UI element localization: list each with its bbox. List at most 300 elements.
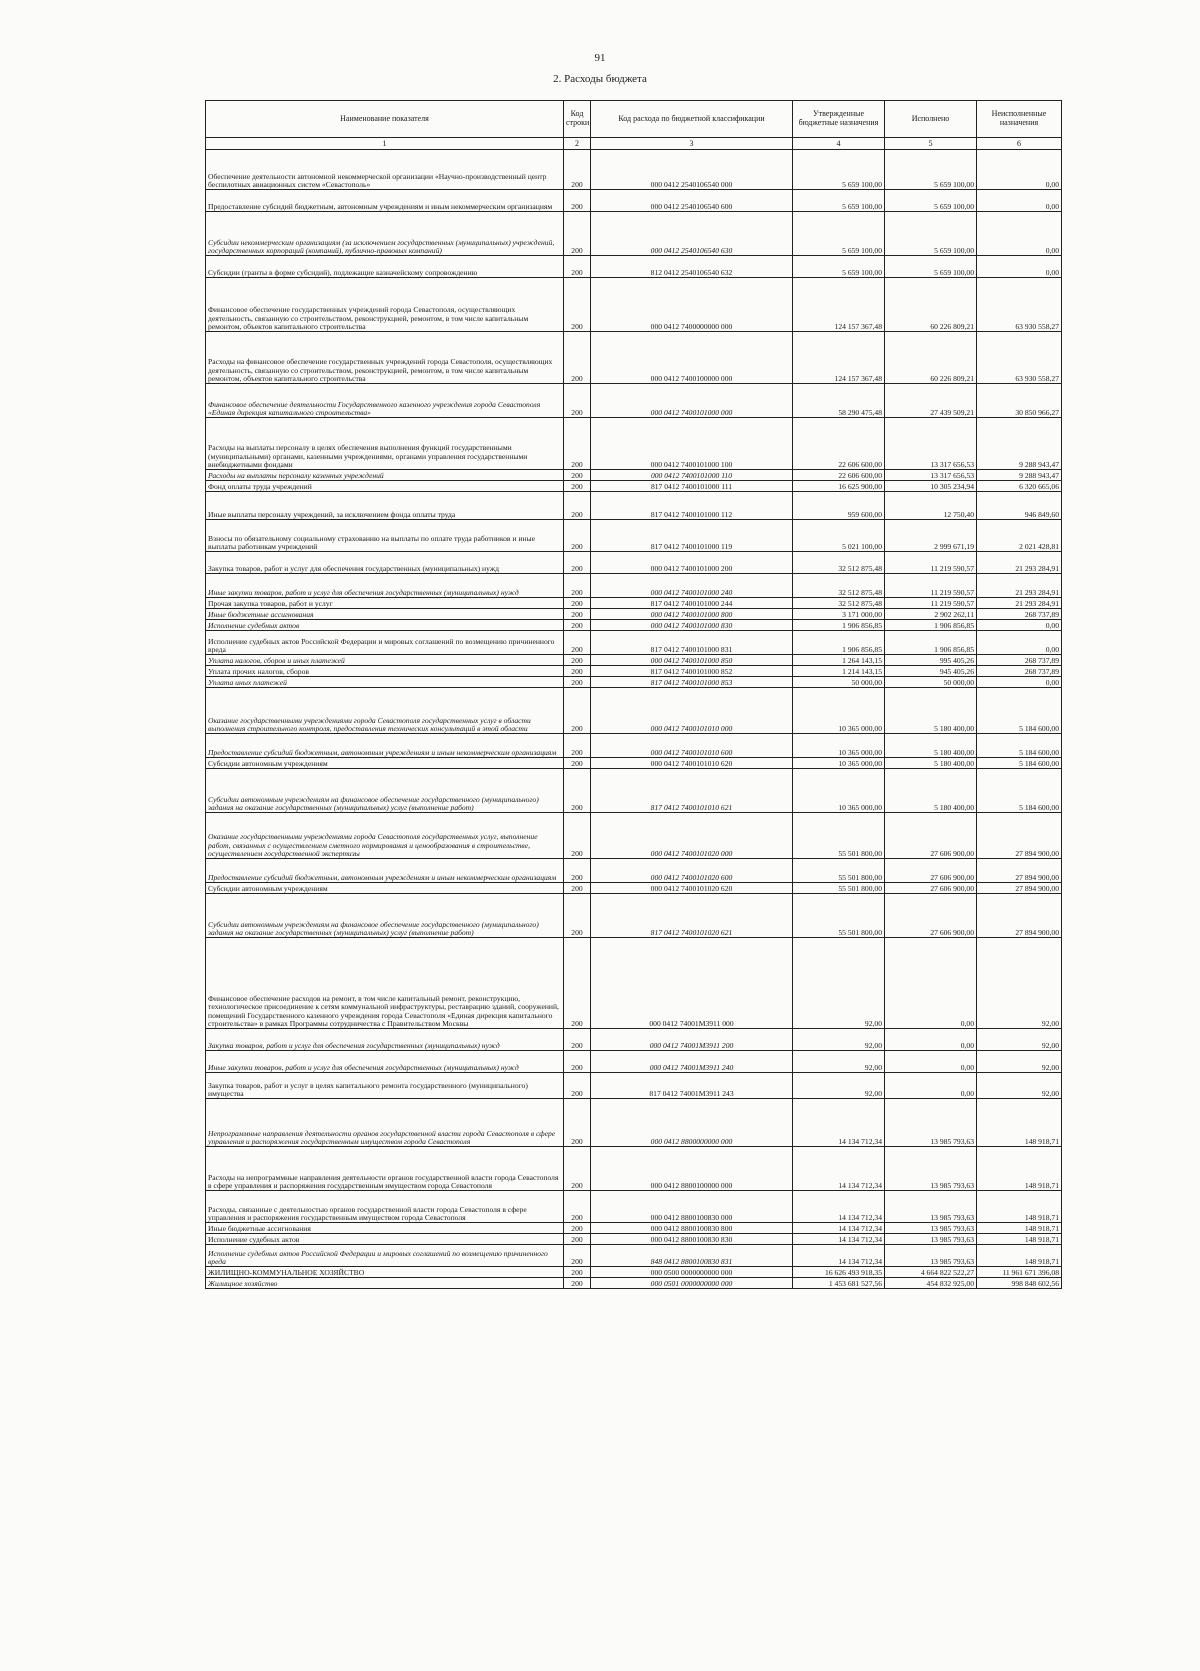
row-expense-code: 000 0412 2540106540 600 bbox=[591, 190, 793, 212]
table-row bbox=[206, 598, 1062, 609]
row-line-code: 200 bbox=[564, 813, 591, 859]
row-expense-code: 000 0412 2540106540 630 bbox=[591, 212, 793, 256]
row-executed: 13 985 793,63 bbox=[885, 1147, 977, 1191]
row-executed: 27 606 900,00 bbox=[885, 883, 977, 894]
row-unexecuted: 0,00 bbox=[977, 212, 1062, 256]
row-name: Финансовое обеспечение государственных учреждений города Севастополя, осуществляющих деятельность, связанную со строительством, реконструкцией, ремонтом, в том числе капитальным ремонтом, объектов капитального строительства bbox=[206, 278, 564, 332]
row-executed: 0,00 bbox=[885, 1029, 977, 1051]
row-unexecuted: 30 850 966,27 bbox=[977, 384, 1062, 418]
row-executed: 10 305 234,94 bbox=[885, 481, 977, 492]
row-name: Обеспечение деятельности автономной некоммерческой организации «Научно-производственный центр беспилотных авиационных систем «Севастополь» bbox=[206, 150, 564, 190]
row-line-code: 200 bbox=[564, 1278, 591, 1289]
row-line-code: 200 bbox=[564, 894, 591, 938]
row-expense-code: 000 0412 8800100000 000 bbox=[591, 1147, 793, 1191]
row-name: Оказание государственными учреждениями города Севастополя государственных услуг в области выполнения строительного контроля, предоставления технических консультаций в этой области bbox=[206, 688, 564, 734]
row-expense-code: 000 0412 7400101000 800 bbox=[591, 609, 793, 620]
row-expense-code: 000 0412 7400100000 000 bbox=[591, 332, 793, 384]
table-row bbox=[206, 1073, 1062, 1099]
row-line-code: 200 bbox=[564, 609, 591, 620]
page-title: 2. Расходы бюджета bbox=[553, 73, 647, 85]
row-approved: 14 134 712,34 bbox=[793, 1191, 885, 1223]
row-name: Субсидии автономным учреждениям на финансовое обеспечение государственного (муниципального) задания на оказание государственных (муниципальных) услуг (выполнение работ) bbox=[206, 769, 564, 813]
table-row bbox=[206, 859, 1062, 883]
row-approved: 92,00 bbox=[793, 1073, 885, 1099]
table-row bbox=[206, 1051, 1062, 1073]
row-executed: 11 219 590,57 bbox=[885, 598, 977, 609]
row-expense-code: 817 0412 7400101020 621 bbox=[591, 894, 793, 938]
row-executed: 50 000,00 bbox=[885, 677, 977, 688]
row-name: Прочая закупка товаров, работ и услуг bbox=[206, 598, 564, 609]
row-unexecuted: 27 894 900,00 bbox=[977, 894, 1062, 938]
row-name: Субсидии автономным учреждениям на финансовое обеспечение государственного (муниципального) задания на оказание государственных (муниципальных) услуг (выполнение работ) bbox=[206, 894, 564, 938]
budget-expenses-table bbox=[205, 100, 1062, 1289]
row-expense-code: 000 0412 7400101020 620 bbox=[591, 883, 793, 894]
row-executed: 454 832 925,00 bbox=[885, 1278, 977, 1289]
table-row bbox=[206, 256, 1062, 278]
table-row bbox=[206, 813, 1062, 859]
row-unexecuted: 2 021 428,81 bbox=[977, 520, 1062, 552]
row-executed: 5 180 400,00 bbox=[885, 758, 977, 769]
row-executed: 13 317 656,53 bbox=[885, 418, 977, 470]
row-line-code: 200 bbox=[564, 1267, 591, 1278]
row-executed: 5 180 400,00 bbox=[885, 734, 977, 758]
table-row bbox=[206, 418, 1062, 470]
row-executed: 995 405,26 bbox=[885, 655, 977, 666]
row-unexecuted: 27 894 900,00 bbox=[977, 813, 1062, 859]
row-executed: 5 659 100,00 bbox=[885, 190, 977, 212]
row-name: Предоставление субсидий бюджетным, автономным учреждениям и иным некоммерческим организациям bbox=[206, 734, 564, 758]
row-name: Субсидии автономным учреждениям bbox=[206, 758, 564, 769]
row-line-code: 200 bbox=[564, 883, 591, 894]
row-name: Субсидии (гранты в форме субсидий), подлежащие казначейскому сопровождению bbox=[206, 256, 564, 278]
row-unexecuted: 0,00 bbox=[977, 631, 1062, 655]
row-unexecuted: 0,00 bbox=[977, 677, 1062, 688]
row-unexecuted: 148 918,71 bbox=[977, 1245, 1062, 1267]
row-line-code: 200 bbox=[564, 150, 591, 190]
row-executed: 5 180 400,00 bbox=[885, 688, 977, 734]
table-row bbox=[206, 520, 1062, 552]
row-line-code: 200 bbox=[564, 256, 591, 278]
row-unexecuted: 5 184 600,00 bbox=[977, 734, 1062, 758]
row-line-code: 200 bbox=[564, 688, 591, 734]
row-executed: 60 226 809,21 bbox=[885, 278, 977, 332]
table-row bbox=[206, 620, 1062, 631]
row-approved: 22 606 600,00 bbox=[793, 418, 885, 470]
row-executed: 27 606 900,00 bbox=[885, 859, 977, 883]
table-row bbox=[206, 677, 1062, 688]
row-approved: 32 512 875,48 bbox=[793, 574, 885, 598]
row-expense-code: 817 0412 7400101010 621 bbox=[591, 769, 793, 813]
row-executed: 1 906 856,85 bbox=[885, 631, 977, 655]
row-executed: 13 985 793,63 bbox=[885, 1223, 977, 1234]
row-name: Расходы, связанные с деятельностью органов государственной власти города Севастополя в сфере управления и распоряжения государственным имуществом города Севастополя bbox=[206, 1191, 564, 1223]
row-unexecuted: 5 184 600,00 bbox=[977, 688, 1062, 734]
row-expense-code: 817 0412 7400101000 852 bbox=[591, 666, 793, 677]
row-approved: 10 365 000,00 bbox=[793, 769, 885, 813]
table-row bbox=[206, 212, 1062, 256]
row-name: Предоставление субсидий бюджетным, автономным учреждениям и иным некоммерческим организациям bbox=[206, 190, 564, 212]
row-expense-code: 000 0412 7400101000 240 bbox=[591, 574, 793, 598]
table-row bbox=[206, 470, 1062, 481]
row-line-code: 200 bbox=[564, 859, 591, 883]
row-unexecuted: 63 930 558,27 bbox=[977, 278, 1062, 332]
row-name: Оказание государственными учреждениями города Севастополя государственных услуг, выполнение работ, связанных с осуществлением сметного нормирования и ценообразования в строительстве, осуществлением государственной экспертизы bbox=[206, 813, 564, 859]
row-executed: 0,00 bbox=[885, 1073, 977, 1099]
table-row bbox=[206, 688, 1062, 734]
row-name: Взносы по обязательному социальному страхованию на выплаты по оплате труда работников и иные выплаты работникам учреждений bbox=[206, 520, 564, 552]
row-name: Уплата иных платежей bbox=[206, 677, 564, 688]
table-row bbox=[206, 883, 1062, 894]
row-expense-code: 000 0412 7400101000 000 bbox=[591, 384, 793, 418]
table-row bbox=[206, 1234, 1062, 1245]
table-row bbox=[206, 384, 1062, 418]
row-expense-code: 000 0412 7400101010 620 bbox=[591, 758, 793, 769]
row-name: Иные выплаты персоналу учреждений, за исключением фонда оплаты труда bbox=[206, 492, 564, 520]
row-approved: 55 501 800,00 bbox=[793, 859, 885, 883]
row-expense-code: 000 0412 2540106540 000 bbox=[591, 150, 793, 190]
row-expense-code: 000 0412 7400101000 850 bbox=[591, 655, 793, 666]
row-approved: 55 501 800,00 bbox=[793, 813, 885, 859]
row-name: Субсидии автономным учреждениям bbox=[206, 883, 564, 894]
row-unexecuted: 148 918,71 bbox=[977, 1223, 1062, 1234]
row-executed: 1 906 856,85 bbox=[885, 620, 977, 631]
row-executed: 5 180 400,00 bbox=[885, 769, 977, 813]
row-executed: 13 985 793,63 bbox=[885, 1191, 977, 1223]
row-unexecuted: 998 848 602,56 bbox=[977, 1278, 1062, 1289]
column-number: 5 bbox=[885, 138, 977, 150]
row-expense-code: 817 0412 7400101000 112 bbox=[591, 492, 793, 520]
table-row bbox=[206, 1099, 1062, 1147]
row-name: Расходы на выплаты персоналу казенных учреждений bbox=[206, 470, 564, 481]
row-unexecuted: 92,00 bbox=[977, 1073, 1062, 1099]
row-unexecuted: 27 894 900,00 bbox=[977, 883, 1062, 894]
page-number: 91 bbox=[594, 52, 606, 64]
row-expense-code: 000 0501 0000000000 000 bbox=[591, 1278, 793, 1289]
row-unexecuted: 0,00 bbox=[977, 190, 1062, 212]
row-approved: 14 134 712,34 bbox=[793, 1234, 885, 1245]
table-row bbox=[206, 655, 1062, 666]
row-approved: 55 501 800,00 bbox=[793, 883, 885, 894]
column-number: 4 bbox=[793, 138, 885, 150]
row-expense-code: 000 0412 74001M3911 240 bbox=[591, 1051, 793, 1073]
row-approved: 92,00 bbox=[793, 1051, 885, 1073]
row-approved: 92,00 bbox=[793, 938, 885, 1029]
row-executed: 11 219 590,57 bbox=[885, 574, 977, 598]
row-unexecuted: 268 737,89 bbox=[977, 666, 1062, 677]
table-row bbox=[206, 332, 1062, 384]
row-expense-code: 000 0412 74001M3911 000 bbox=[591, 938, 793, 1029]
row-name: ЖИЛИЩНО-КОММУНАЛЬНОЕ ХОЗЯЙСТВО bbox=[206, 1267, 564, 1278]
row-executed: 13 985 793,63 bbox=[885, 1245, 977, 1267]
row-name: Закупка товаров, работ и услуг в целях капитального ремонта государственного (муниципального) имущества bbox=[206, 1073, 564, 1099]
row-unexecuted: 92,00 bbox=[977, 1029, 1062, 1051]
header-name: Наименование показателя bbox=[206, 101, 564, 138]
row-name: Исполнение судебных актов bbox=[206, 1234, 564, 1245]
row-approved: 3 171 000,00 bbox=[793, 609, 885, 620]
row-approved: 5 659 100,00 bbox=[793, 212, 885, 256]
row-executed: 5 659 100,00 bbox=[885, 256, 977, 278]
row-line-code: 200 bbox=[564, 212, 591, 256]
row-approved: 58 290 475,48 bbox=[793, 384, 885, 418]
row-line-code: 200 bbox=[564, 1191, 591, 1223]
table-row bbox=[206, 1267, 1062, 1278]
row-approved: 1 214 143,15 bbox=[793, 666, 885, 677]
table-row bbox=[206, 894, 1062, 938]
row-approved: 5 659 100,00 bbox=[793, 190, 885, 212]
row-line-code: 200 bbox=[564, 574, 591, 598]
row-approved: 10 365 000,00 bbox=[793, 758, 885, 769]
table-row bbox=[206, 1223, 1062, 1234]
column-number-row bbox=[206, 138, 1062, 150]
row-expense-code: 817 0412 7400101000 111 bbox=[591, 481, 793, 492]
row-expense-code: 000 0412 7400101000 110 bbox=[591, 470, 793, 481]
row-expense-code: 000 0412 7400101010 000 bbox=[591, 688, 793, 734]
table-row bbox=[206, 631, 1062, 655]
row-line-code: 200 bbox=[564, 278, 591, 332]
row-unexecuted: 5 184 600,00 bbox=[977, 758, 1062, 769]
table-row bbox=[206, 758, 1062, 769]
row-unexecuted: 9 288 943,47 bbox=[977, 470, 1062, 481]
row-approved: 5 659 100,00 bbox=[793, 256, 885, 278]
row-name: Иные бюджетные ассигнования bbox=[206, 1223, 564, 1234]
row-expense-code: 000 0412 7400101020 600 bbox=[591, 859, 793, 883]
row-unexecuted: 21 293 284,91 bbox=[977, 574, 1062, 598]
table-row bbox=[206, 1278, 1062, 1289]
row-line-code: 200 bbox=[564, 734, 591, 758]
row-line-code: 200 bbox=[564, 769, 591, 813]
table-header-row bbox=[206, 101, 1062, 138]
row-expense-code: 000 0412 7400101020 000 bbox=[591, 813, 793, 859]
row-expense-code: 000 0412 74001M3911 200 bbox=[591, 1029, 793, 1051]
row-unexecuted: 148 918,71 bbox=[977, 1234, 1062, 1245]
row-expense-code: 000 0500 0000000000 000 bbox=[591, 1267, 793, 1278]
row-unexecuted: 6 320 665,06 bbox=[977, 481, 1062, 492]
header-approved: Утвержденные бюджетные назначения bbox=[793, 101, 885, 138]
column-number: 2 bbox=[564, 138, 591, 150]
row-expense-code: 000 0412 7400101000 830 bbox=[591, 620, 793, 631]
row-approved: 124 157 367,48 bbox=[793, 278, 885, 332]
row-approved: 32 512 875,48 bbox=[793, 598, 885, 609]
row-expense-code: 000 0412 7400101010 600 bbox=[591, 734, 793, 758]
row-unexecuted: 21 293 284,91 bbox=[977, 598, 1062, 609]
row-approved: 32 512 875,48 bbox=[793, 552, 885, 574]
table-row bbox=[206, 574, 1062, 598]
row-executed: 27 606 900,00 bbox=[885, 894, 977, 938]
row-expense-code: 000 0412 8800000000 000 bbox=[591, 1099, 793, 1147]
row-approved: 1 264 143,15 bbox=[793, 655, 885, 666]
row-name: Расходы на непрограммные направления деятельности органов государственной власти города Севастополя в сфере управления и распоряжения государственным имуществом города Севастополя bbox=[206, 1147, 564, 1191]
row-expense-code: 000 0412 8800100830 800 bbox=[591, 1223, 793, 1234]
row-line-code: 200 bbox=[564, 492, 591, 520]
row-unexecuted: 92,00 bbox=[977, 1051, 1062, 1073]
row-line-code: 200 bbox=[564, 190, 591, 212]
row-executed: 0,00 bbox=[885, 1051, 977, 1073]
row-approved: 1 906 856,85 bbox=[793, 620, 885, 631]
row-approved: 959 600,00 bbox=[793, 492, 885, 520]
row-executed: 12 750,40 bbox=[885, 492, 977, 520]
row-line-code: 200 bbox=[564, 332, 591, 384]
table-row bbox=[206, 734, 1062, 758]
header-unexecuted: Неисполненные назначения bbox=[977, 101, 1062, 138]
row-approved: 14 134 712,34 bbox=[793, 1245, 885, 1267]
table-row bbox=[206, 278, 1062, 332]
row-expense-code: 817 0412 7400101000 119 bbox=[591, 520, 793, 552]
row-unexecuted: 946 849,60 bbox=[977, 492, 1062, 520]
row-name: Исполнение судебных актов Российской Федерации и мировых соглашений по возмещению причиненного вреда bbox=[206, 631, 564, 655]
row-line-code: 200 bbox=[564, 598, 591, 609]
row-approved: 22 606 600,00 bbox=[793, 470, 885, 481]
row-executed: 27 606 900,00 bbox=[885, 813, 977, 859]
row-executed: 13 985 793,63 bbox=[885, 1234, 977, 1245]
row-line-code: 200 bbox=[564, 620, 591, 631]
row-line-code: 200 bbox=[564, 418, 591, 470]
row-approved: 124 157 367,48 bbox=[793, 332, 885, 384]
row-name: Исполнение судебных актов Российской Федерации и мировых соглашений по возмещению причиненного вреда bbox=[206, 1245, 564, 1267]
row-line-code: 200 bbox=[564, 677, 591, 688]
row-unexecuted: 268 737,89 bbox=[977, 655, 1062, 666]
row-approved: 55 501 800,00 bbox=[793, 894, 885, 938]
row-line-code: 200 bbox=[564, 384, 591, 418]
row-line-code: 200 bbox=[564, 631, 591, 655]
row-executed: 2 999 671,19 bbox=[885, 520, 977, 552]
row-line-code: 200 bbox=[564, 1245, 591, 1267]
row-name: Иные бюджетные ассигнования bbox=[206, 609, 564, 620]
row-approved: 5 021 100,00 bbox=[793, 520, 885, 552]
row-line-code: 200 bbox=[564, 1234, 591, 1245]
row-unexecuted: 268 737,89 bbox=[977, 609, 1062, 620]
table-row bbox=[206, 481, 1062, 492]
row-name: Жилищное хозяйство bbox=[206, 1278, 564, 1289]
row-approved: 14 134 712,34 bbox=[793, 1099, 885, 1147]
row-name: Непрограммные направления деятельности органов государственной власти города Севастополя в сфере управления и распоряжения государственным имуществом города Севастополя bbox=[206, 1099, 564, 1147]
row-expense-code: 817 0412 74001M3911 243 bbox=[591, 1073, 793, 1099]
row-unexecuted: 9 288 943,47 bbox=[977, 418, 1062, 470]
row-executed: 60 226 809,21 bbox=[885, 332, 977, 384]
row-executed: 13 985 793,63 bbox=[885, 1099, 977, 1147]
row-unexecuted: 63 930 558,27 bbox=[977, 332, 1062, 384]
row-unexecuted: 0,00 bbox=[977, 256, 1062, 278]
row-approved: 10 365 000,00 bbox=[793, 734, 885, 758]
row-approved: 92,00 bbox=[793, 1029, 885, 1051]
table-row bbox=[206, 938, 1062, 1029]
row-expense-code: 000 0412 7400101000 100 bbox=[591, 418, 793, 470]
row-unexecuted: 148 918,71 bbox=[977, 1191, 1062, 1223]
row-expense-code: 000 0412 8800100830 830 bbox=[591, 1234, 793, 1245]
row-name: Уплата налогов, сборов и иных платежей bbox=[206, 655, 564, 666]
row-unexecuted: 0,00 bbox=[977, 150, 1062, 190]
table-row bbox=[206, 609, 1062, 620]
row-approved: 14 134 712,34 bbox=[793, 1147, 885, 1191]
row-executed: 5 659 100,00 bbox=[885, 212, 977, 256]
row-line-code: 200 bbox=[564, 655, 591, 666]
row-expense-code: 000 0412 7400000000 000 bbox=[591, 278, 793, 332]
row-name: Иные закупки товаров, работ и услуг для обеспечения государственных (муниципальных) нужд bbox=[206, 574, 564, 598]
row-approved: 16 626 493 918,35 bbox=[793, 1267, 885, 1278]
row-expense-code: 817 0412 7400101000 853 bbox=[591, 677, 793, 688]
row-name: Исполнение судебных актов bbox=[206, 620, 564, 631]
table-row bbox=[206, 1029, 1062, 1051]
row-unexecuted: 11 961 671 396,08 bbox=[977, 1267, 1062, 1278]
row-name: Закупка товаров, работ и услуг для обеспечения государственных (муниципальных) нужд bbox=[206, 1029, 564, 1051]
row-line-code: 200 bbox=[564, 481, 591, 492]
row-approved: 10 365 000,00 bbox=[793, 688, 885, 734]
row-line-code: 200 bbox=[564, 520, 591, 552]
row-approved: 5 659 100,00 bbox=[793, 150, 885, 190]
row-name: Иные закупки товаров, работ и услуг для обеспечения государственных (муниципальных) нужд bbox=[206, 1051, 564, 1073]
table-row bbox=[206, 552, 1062, 574]
row-name: Фонд оплаты труда учреждений bbox=[206, 481, 564, 492]
row-approved: 50 000,00 bbox=[793, 677, 885, 688]
row-line-code: 200 bbox=[564, 1223, 591, 1234]
row-line-code: 200 bbox=[564, 470, 591, 481]
row-unexecuted: 92,00 bbox=[977, 938, 1062, 1029]
row-executed: 27 439 509,21 bbox=[885, 384, 977, 418]
row-unexecuted: 148 918,71 bbox=[977, 1147, 1062, 1191]
row-name: Расходы на финансовое обеспечение государственных учреждений города Севастополя, осуществляющих деятельность, связанную со строительством, реконструкцией, ремонтом, в том числе капитальным ремонтом, объектов капитального строительства bbox=[206, 332, 564, 384]
row-line-code: 200 bbox=[564, 552, 591, 574]
header-executed: Исполнено bbox=[885, 101, 977, 138]
row-expense-code: 000 0412 8800100830 000 bbox=[591, 1191, 793, 1223]
table-row bbox=[206, 190, 1062, 212]
row-executed: 0,00 bbox=[885, 938, 977, 1029]
row-executed: 945 405,26 bbox=[885, 666, 977, 677]
row-approved: 1 453 681 527,56 bbox=[793, 1278, 885, 1289]
row-name: Предоставление субсидий бюджетным, автономным учреждениям и иным некоммерческим организациям bbox=[206, 859, 564, 883]
table-row bbox=[206, 666, 1062, 677]
row-line-code: 200 bbox=[564, 666, 591, 677]
row-unexecuted: 148 918,71 bbox=[977, 1099, 1062, 1147]
table-row bbox=[206, 769, 1062, 813]
row-line-code: 200 bbox=[564, 758, 591, 769]
header-line-code: Код строки bbox=[564, 101, 591, 138]
table-row bbox=[206, 1191, 1062, 1223]
table-row bbox=[206, 1245, 1062, 1267]
row-line-code: 200 bbox=[564, 938, 591, 1029]
table-row bbox=[206, 150, 1062, 190]
row-name: Финансовое обеспечение расходов на ремонт, в том числе капитальный ремонт, реконструкцию, технологическое присоединение к сетям коммунальной инфраструктуры, реставрацию зданий, сооружений, помещений Государственного казенного учреждения города Севастополя «Единая дирекция капитального строительства» в рамках Программы сотрудничества с Правительством Москвы bbox=[206, 938, 564, 1029]
row-line-code: 200 bbox=[564, 1051, 591, 1073]
row-line-code: 200 bbox=[564, 1099, 591, 1147]
row-executed: 4 664 822 522,27 bbox=[885, 1267, 977, 1278]
row-name: Субсидии некоммерческим организациям (за исключением государственных (муниципальных) учреждений, государственных корпораций (компаний), публично-правовых компаний) bbox=[206, 212, 564, 256]
row-expense-code: 817 0412 7400101000 831 bbox=[591, 631, 793, 655]
row-executed: 5 659 100,00 bbox=[885, 150, 977, 190]
column-number: 3 bbox=[591, 138, 793, 150]
row-executed: 2 902 262,11 bbox=[885, 609, 977, 620]
table-row bbox=[206, 1147, 1062, 1191]
table-row bbox=[206, 492, 1062, 520]
row-expense-code: 812 0412 2540106540 632 bbox=[591, 256, 793, 278]
header-expense-code: Код расхода по бюджетной классификации bbox=[591, 101, 793, 138]
row-expense-code: 000 0412 7400101000 200 bbox=[591, 552, 793, 574]
row-approved: 14 134 712,34 bbox=[793, 1223, 885, 1234]
row-expense-code: 848 0412 8800100830 831 bbox=[591, 1245, 793, 1267]
row-name: Уплата прочих налогов, сборов bbox=[206, 666, 564, 677]
row-unexecuted: 21 293 284,91 bbox=[977, 552, 1062, 574]
row-unexecuted: 27 894 900,00 bbox=[977, 859, 1062, 883]
row-executed: 11 219 590,57 bbox=[885, 552, 977, 574]
row-unexecuted: 5 184 600,00 bbox=[977, 769, 1062, 813]
row-approved: 1 906 856,85 bbox=[793, 631, 885, 655]
row-name: Финансовое обеспечение деятельности Государственного казенного учреждения города Севастополя «Единая дирекция капитального строительства» bbox=[206, 384, 564, 418]
row-unexecuted: 0,00 bbox=[977, 620, 1062, 631]
row-name: Расходы на выплаты персоналу в целях обеспечения выполнения функций государственными (муниципальными) органами, казенными учреждениями, органами управления государственными внебюджетными фондами bbox=[206, 418, 564, 470]
row-approved: 16 625 900,00 bbox=[793, 481, 885, 492]
row-line-code: 200 bbox=[564, 1073, 591, 1099]
column-number: 6 bbox=[977, 138, 1062, 150]
row-executed: 13 317 656,53 bbox=[885, 470, 977, 481]
row-expense-code: 817 0412 7400101000 244 bbox=[591, 598, 793, 609]
